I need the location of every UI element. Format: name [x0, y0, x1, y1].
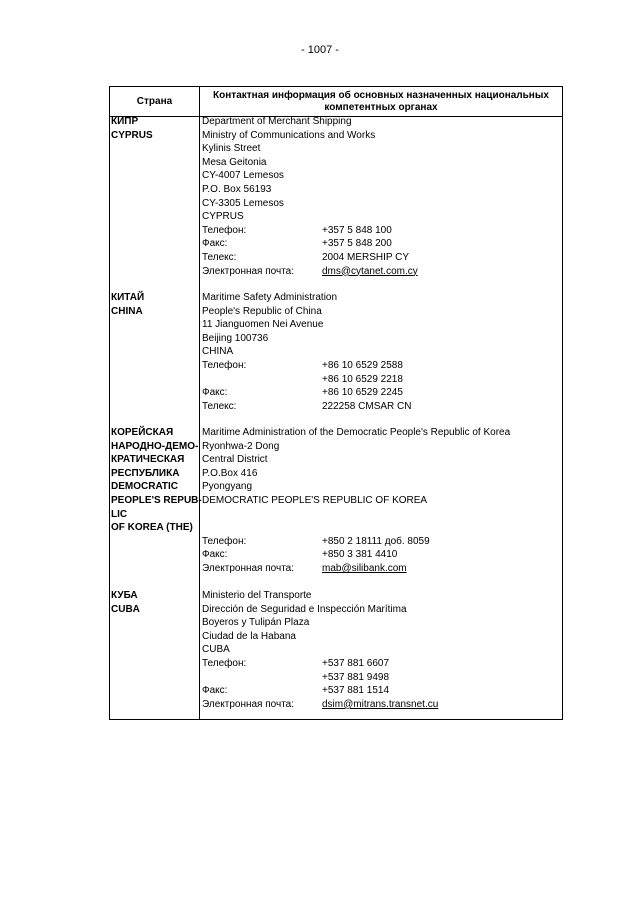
fax-row: [202, 237, 560, 251]
column-divider: [199, 87, 200, 719]
fax-row: [202, 548, 560, 562]
contact-label: Телекс:: [202, 251, 237, 263]
header-country: Страна: [136, 96, 173, 107]
spacer: [202, 521, 560, 535]
country-name: [111, 115, 199, 142]
country-name-en: OF KOREA (THE): [111, 522, 193, 534]
contact-label: Факс:: [202, 387, 228, 399]
table-header: [110, 87, 562, 117]
email-row: [202, 562, 560, 576]
phone-row: [202, 373, 560, 387]
country-name-ru: РЕСПУБЛИКА: [111, 467, 180, 479]
address-line: Maritime Safety Administration: [202, 292, 338, 303]
email-link[interactable]: dms@cytanet.com.cy: [322, 265, 418, 277]
email-row: [202, 265, 560, 279]
country-name-ru: КУБА: [111, 590, 138, 601]
address-line: P.O. Box 56193: [202, 183, 272, 195]
address-line: Ryonhwa-2 Dong: [202, 440, 280, 452]
address-line: Department of Merchant Shipping: [202, 116, 352, 127]
phone-row: [202, 657, 560, 671]
contact-label: Телекс:: [202, 400, 237, 412]
contacts-table: [109, 86, 563, 720]
contact-label: Электронная почта:: [202, 698, 295, 710]
spacer: [202, 508, 560, 522]
address-line: Ministerio del Transporte: [202, 590, 312, 601]
contact-info: [202, 589, 560, 711]
contact-label: Факс:: [202, 238, 228, 250]
country-name-ru: КРАТИЧЕСКАЯ: [111, 454, 185, 466]
address-line: Mesa Geitonia: [202, 156, 267, 168]
fax-row: [202, 684, 560, 698]
address-line: P.O.Box 416: [202, 467, 258, 479]
telex-row: [202, 251, 560, 265]
contact-value: +537 881 1514: [322, 685, 390, 697]
country-name-en: PEOPLE'S REPUB-: [111, 494, 202, 506]
address-line: Central District: [202, 454, 268, 466]
address-line: People's Republic of China: [202, 305, 322, 317]
contact-value: +537 881 6607: [322, 657, 390, 669]
page-number: - 1007 -: [301, 44, 339, 56]
contact-value: +850 3 381 4410: [322, 549, 398, 561]
address-line: Dirección de Seguridad e Inspección Marítima: [202, 603, 407, 615]
contact-label: Телефон:: [202, 535, 247, 547]
phone-row: [202, 671, 560, 685]
contact-value: +86 10 6529 2588: [322, 359, 403, 371]
address-line: CHINA: [202, 346, 234, 358]
contact-value: +86 10 6529 2245: [322, 387, 403, 399]
country-name-ru: НАРОДНО-ДЕМО-: [111, 440, 199, 452]
country-name-ru: КИТАЙ: [111, 292, 145, 303]
country-name-ru: КИПР: [111, 116, 139, 127]
country-name-en: CHINA: [111, 305, 143, 317]
country-name: [111, 589, 199, 616]
contact-label: Факс:: [202, 549, 228, 561]
telex-row: [202, 400, 560, 414]
country-name: [111, 426, 202, 535]
contact-value: +357 5 848 100: [322, 224, 392, 236]
address-line: 11 Jianguomen Nei Avenue: [202, 319, 324, 331]
country-name-en: CUBA: [111, 603, 140, 615]
phone-row: [202, 224, 560, 238]
address-line: CY-4007 Lemesos: [202, 170, 284, 182]
contact-value: +86 10 6529 2218: [322, 373, 403, 385]
contact-value: 2004 MERSHIP CY: [322, 251, 410, 263]
country-name-en: LIC: [111, 508, 128, 520]
address-line: CUBA: [202, 644, 230, 656]
header-contact: Контактная информация об основных назначенных национальных компетентных органах: [213, 89, 549, 113]
contact-info: [202, 115, 560, 278]
address-line: CYPRUS: [202, 211, 244, 223]
email-link[interactable]: mab@silibank.com: [322, 562, 407, 574]
contact-label: Телефон:: [202, 657, 247, 669]
phone-row: [202, 535, 560, 549]
address-line: Beijing 100736: [202, 332, 269, 344]
country-name-ru: КОРЕЙСКАЯ: [111, 427, 174, 438]
contact-info: [202, 426, 560, 576]
contact-value: +537 881 9498: [322, 671, 390, 683]
address-line: DEMOCRATIC PEOPLE'S REPUBLIC OF KOREA: [202, 494, 428, 506]
contact-label: Факс:: [202, 685, 228, 697]
contact-value: 222258 CMSAR CN: [322, 400, 412, 412]
email-link[interactable]: dsim@mitrans.transnet.cu: [322, 698, 439, 710]
contact-label: [202, 671, 322, 685]
address-line: Maritime Administration of the Democratic People's Republic of Korea: [202, 427, 511, 438]
fax-row: [202, 386, 560, 400]
address-line: Ciudad de la Habana: [202, 630, 296, 642]
contact-label: Электронная почта:: [202, 562, 295, 574]
email-row: [202, 698, 560, 712]
address-line: Pyongyang: [202, 481, 253, 493]
address-line: CY-3305 Lemesos: [202, 197, 284, 209]
address-line: Ministry of Communications and Works: [202, 129, 376, 141]
country-name-en: DEMOCRATIC: [111, 481, 179, 493]
phone-row: [202, 359, 560, 373]
contact-label: Телефон:: [202, 224, 247, 236]
country-name: [111, 291, 199, 318]
country-name-en: CYPRUS: [111, 129, 153, 141]
contact-label: Телефон:: [202, 359, 247, 371]
address-line: Boyeros y Tulipán Plaza: [202, 617, 310, 629]
contact-label: Электронная почта:: [202, 265, 295, 277]
contact-value: +357 5 848 200: [322, 238, 392, 250]
contact-value: +850 2 18111 доб. 8059: [322, 535, 430, 547]
address-line: Kylinis Street: [202, 143, 261, 155]
contact-info: [202, 291, 560, 413]
contact-label: [202, 373, 322, 387]
